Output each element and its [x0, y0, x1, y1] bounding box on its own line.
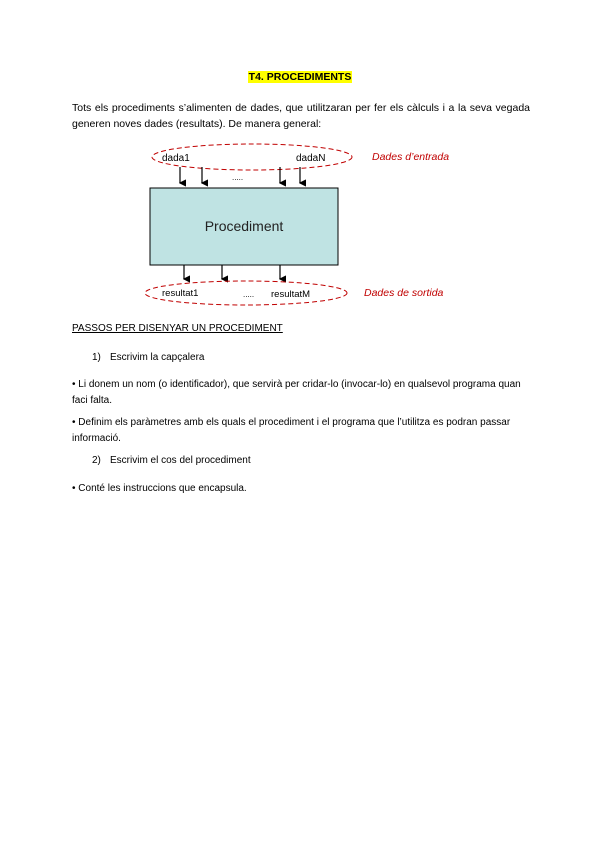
procedure-diagram — [0, 0, 600, 320]
document-title-text: T4. PROCEDIMENTS — [248, 71, 352, 83]
output-first-label: resultat1 — [162, 288, 199, 299]
step-1-text: Escrivim la capçalera — [110, 352, 205, 363]
procedure-box-label: Procediment — [204, 218, 284, 234]
output-ellipsis: ..... — [243, 290, 255, 299]
section-heading: PASSOS PER DISENYAR UN PROCEDIMENT — [72, 323, 283, 334]
step-2-text: Escrivim el cos del procediment — [110, 455, 251, 466]
bullet-name: • Li donem un nom (o identificador), que servirà per cridar-lo (invocar-lo) en qualsevol programa quan faci falta. — [72, 379, 521, 406]
input-caption: Dades d’entrada — [372, 151, 450, 163]
output-last-label: resultatM — [271, 289, 311, 300]
input-first-label: dada1 — [162, 153, 190, 164]
step-2-number: 2) — [92, 455, 101, 466]
output-caption: Dades de sortida — [364, 287, 444, 299]
input-ellipsis: ..... — [232, 173, 244, 182]
input-last-label: dadaN — [296, 153, 326, 164]
bullet-body: • Conté les instruccions que encapsula. — [72, 483, 247, 494]
intro-paragraph: Tots els procediments s’alimenten de dades, que utilitzaran per fer els càlculs i a la seva vegada generen noves dades (resultats). De manera general: — [72, 102, 530, 130]
step-1-number: 1) — [92, 352, 101, 363]
bullet-parameters: • Definim els paràmetres amb els quals el procediment i el programa que l’utilitza es podran passar informació. — [72, 417, 511, 444]
